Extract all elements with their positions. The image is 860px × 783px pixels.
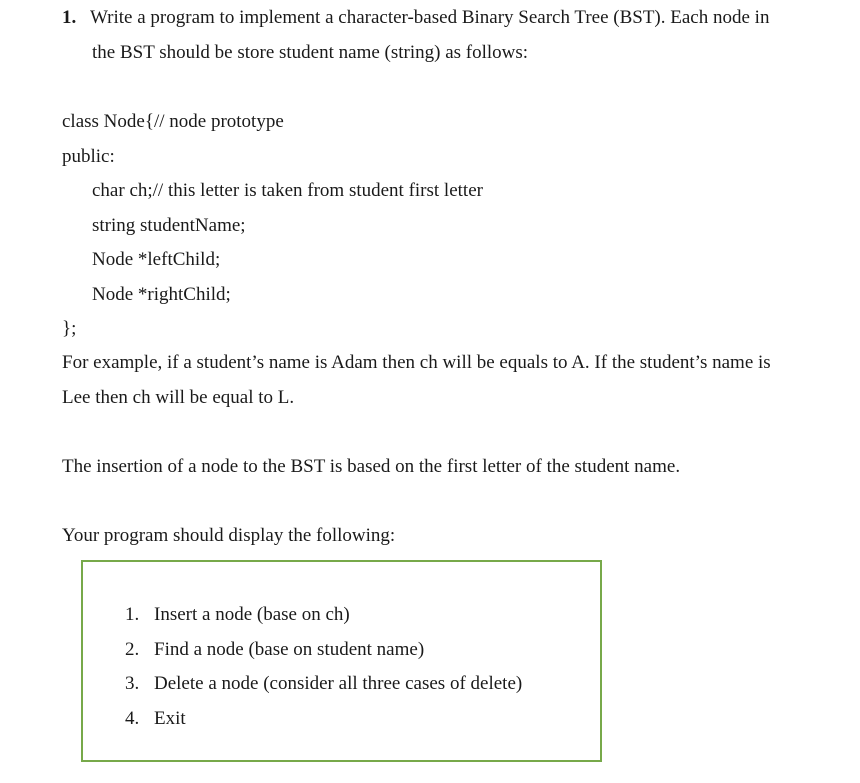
question-line-1 <box>62 7 769 29</box>
code-member-leftchild: Node *leftChild; <box>92 249 221 270</box>
menu-item-number: 1. <box>125 604 140 625</box>
menu-item-label: Delete a node (consider all three cases of delete) <box>154 673 523 694</box>
code-member-studentname: string studentName; <box>92 215 246 236</box>
menu-item-exit <box>125 708 186 730</box>
code-class-decl: class Node{// node prototype <box>62 111 284 132</box>
question-text-1: Write a program to implement a character-based Binary Search Tree (BST). Each node in <box>90 7 770 28</box>
insertion-note: The insertion of a node to the BST is based on the first letter of the student name. <box>62 456 681 477</box>
question-number: 1. <box>62 7 77 28</box>
menu-item-find <box>125 639 424 661</box>
menu-box <box>81 560 602 762</box>
example-line-1: For example, if a student’s name is Adam then ch will be equals to A. If the student’s name is <box>62 352 771 373</box>
code-access: public: <box>62 146 115 167</box>
example-line-2: Lee then ch will be equal to L. <box>62 387 295 408</box>
menu-item-insert <box>125 604 350 626</box>
menu-item-number: 4. <box>125 708 140 729</box>
menu-item-number: 3. <box>125 673 140 694</box>
question-line-2: the BST should be store student name (string) as follows: <box>92 42 529 63</box>
code-member-ch: char ch;// this letter is taken from student first letter <box>92 180 483 201</box>
menu-item-label: Insert a node (base on ch) <box>154 604 350 625</box>
menu-item-label: Exit <box>154 708 186 729</box>
code-closing: }; <box>62 318 77 339</box>
menu-item-label: Find a node (base on student name) <box>154 639 425 660</box>
menu-item-number: 2. <box>125 639 140 660</box>
display-intro: Your program should display the following: <box>62 525 396 546</box>
menu-item-delete <box>125 673 522 695</box>
code-member-rightchild: Node *rightChild; <box>92 284 231 305</box>
